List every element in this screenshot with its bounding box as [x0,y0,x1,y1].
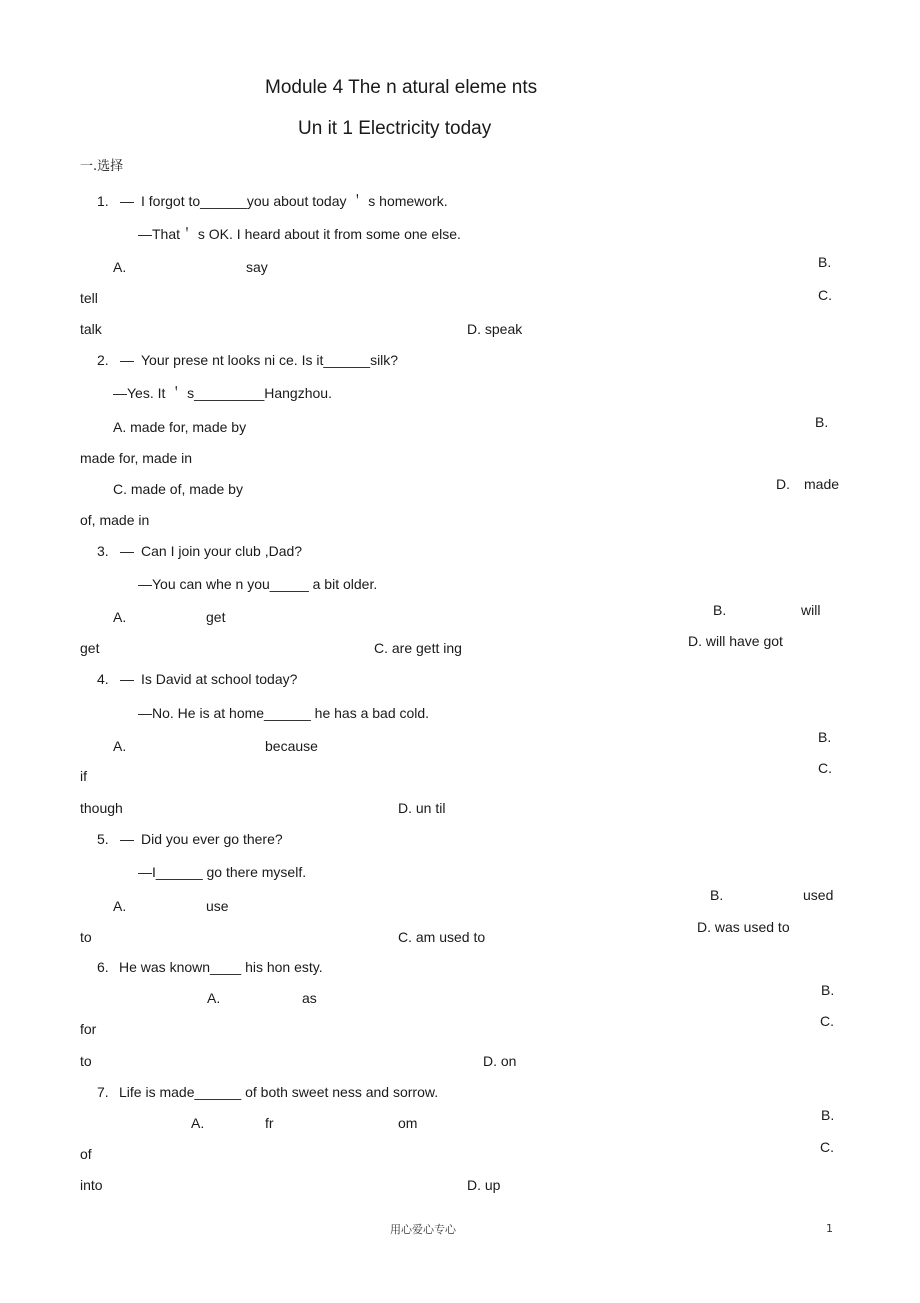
q5-reply: —I______ go there myself. [138,864,307,880]
q5-dash: — [120,831,134,847]
footer-text: 用心爱心专心 [390,1223,456,1236]
q6-option-b-text: for [80,1021,97,1037]
q4-option-a-label: A. [113,738,127,754]
q3-option-b-text-1: will [801,602,821,618]
q4-dash: — [120,671,134,687]
q3-option-d: D. will have got [688,633,783,649]
q2-number: 2. [97,352,109,368]
q1-option-d: D. speak [467,321,523,337]
q2-question: Your prese nt looks ni ce. Is it______silk? [141,352,399,368]
q3-question: Can I join your club ,Dad? [141,543,303,559]
page-title: Module 4 The n atural eleme nts [265,77,538,98]
q6-number: 6. [97,959,109,975]
q4-option-b-label: B. [818,729,832,745]
q6-option-d: D. on [483,1053,517,1069]
q1-option-a-text: say [246,259,268,275]
q3-option-b-label: B. [713,602,727,618]
page-subtitle: Un it 1 Electricity today [298,118,492,139]
q3-reply: —You can whe n you_____ a bit older. [138,576,378,592]
q5-question: Did you ever go there? [141,831,283,847]
q5-option-a-label: A. [113,898,127,914]
q4-option-b-text: if [80,768,87,784]
q3-option-a-label: A. [113,609,127,625]
q2-option-d-text-1: made [804,476,840,492]
q4-option-a-text: because [265,738,318,754]
q7-question: Life is made______ of both sweet ness and sorrow. [119,1084,439,1100]
q1-option-b-text: tell [80,290,98,306]
q3-option-a-text: get [206,609,226,625]
q2-option-d-label: D. [776,476,790,492]
q7-option-c-text: into [80,1177,103,1193]
q4-question: Is David at school today? [141,671,298,687]
q5-option-b-text-1: used [803,887,834,903]
q1-option-a-label: A. [113,259,127,275]
q2-option-b-text: made for, made in [80,450,193,466]
q2-option-b-label: B. [815,414,829,430]
q4-option-c-label: C. [818,760,832,776]
q1-question: I forgot to______you about today ＇ s homework. [141,193,448,209]
q7-option-a-text-2: om [398,1115,418,1131]
q6-option-b-label: B. [821,982,835,998]
q6-option-a-text: as [302,990,317,1006]
q2-dash: — [120,352,134,368]
q4-option-d: D. un til [398,800,446,816]
q7-option-a-text-1: fr [265,1115,274,1131]
q1-option-c-text: talk [80,321,102,337]
q1-number: 1. [97,193,109,209]
q2-option-c: C. made of, made by [113,481,243,497]
q7-option-c-label: C. [820,1139,834,1155]
q5-option-a-text: use [206,898,229,914]
q4-number: 4. [97,671,109,687]
q4-option-c-text: though [80,800,123,816]
q5-option-b-text-2: to [80,929,92,945]
page-number: 1 [826,1222,833,1235]
q2-option-a: A. made for, made by [113,419,247,435]
q1-reply: —That＇ s OK. I heard about it from some one else. [138,226,461,242]
q7-option-d: D. up [467,1177,501,1193]
q6-option-c-label: C. [820,1013,834,1029]
q5-option-c: C. am used to [398,929,486,945]
q7-option-b-text: of [80,1146,92,1162]
q6-option-c-text: to [80,1053,92,1069]
q1-dash: — [120,193,134,209]
q7-number: 7. [97,1084,109,1100]
q7-option-a-label: A. [191,1115,205,1131]
q2-reply: —Yes. It ＇ s_________Hangzhou. [113,385,332,401]
q5-option-d: D. was used to [697,919,790,935]
q3-option-c: C. are gett ing [374,640,462,656]
q1-option-c-label: C. [818,287,832,303]
q5-option-b-label: B. [710,887,724,903]
q5-number: 5. [97,831,109,847]
q2-option-d-text-2: of, made in [80,512,150,528]
q6-option-a-label: A. [207,990,221,1006]
q1-option-b-label: B. [818,254,832,270]
section-heading: 一.选择 [80,159,124,174]
q7-option-b-label: B. [821,1107,835,1123]
q4-reply: —No. He is at home______ he has a bad cold. [138,705,430,721]
q3-dash: — [120,543,134,559]
q6-question: He was known____ his hon esty. [119,959,323,975]
q3-number: 3. [97,543,109,559]
q3-option-b-text-2: get [80,640,100,656]
